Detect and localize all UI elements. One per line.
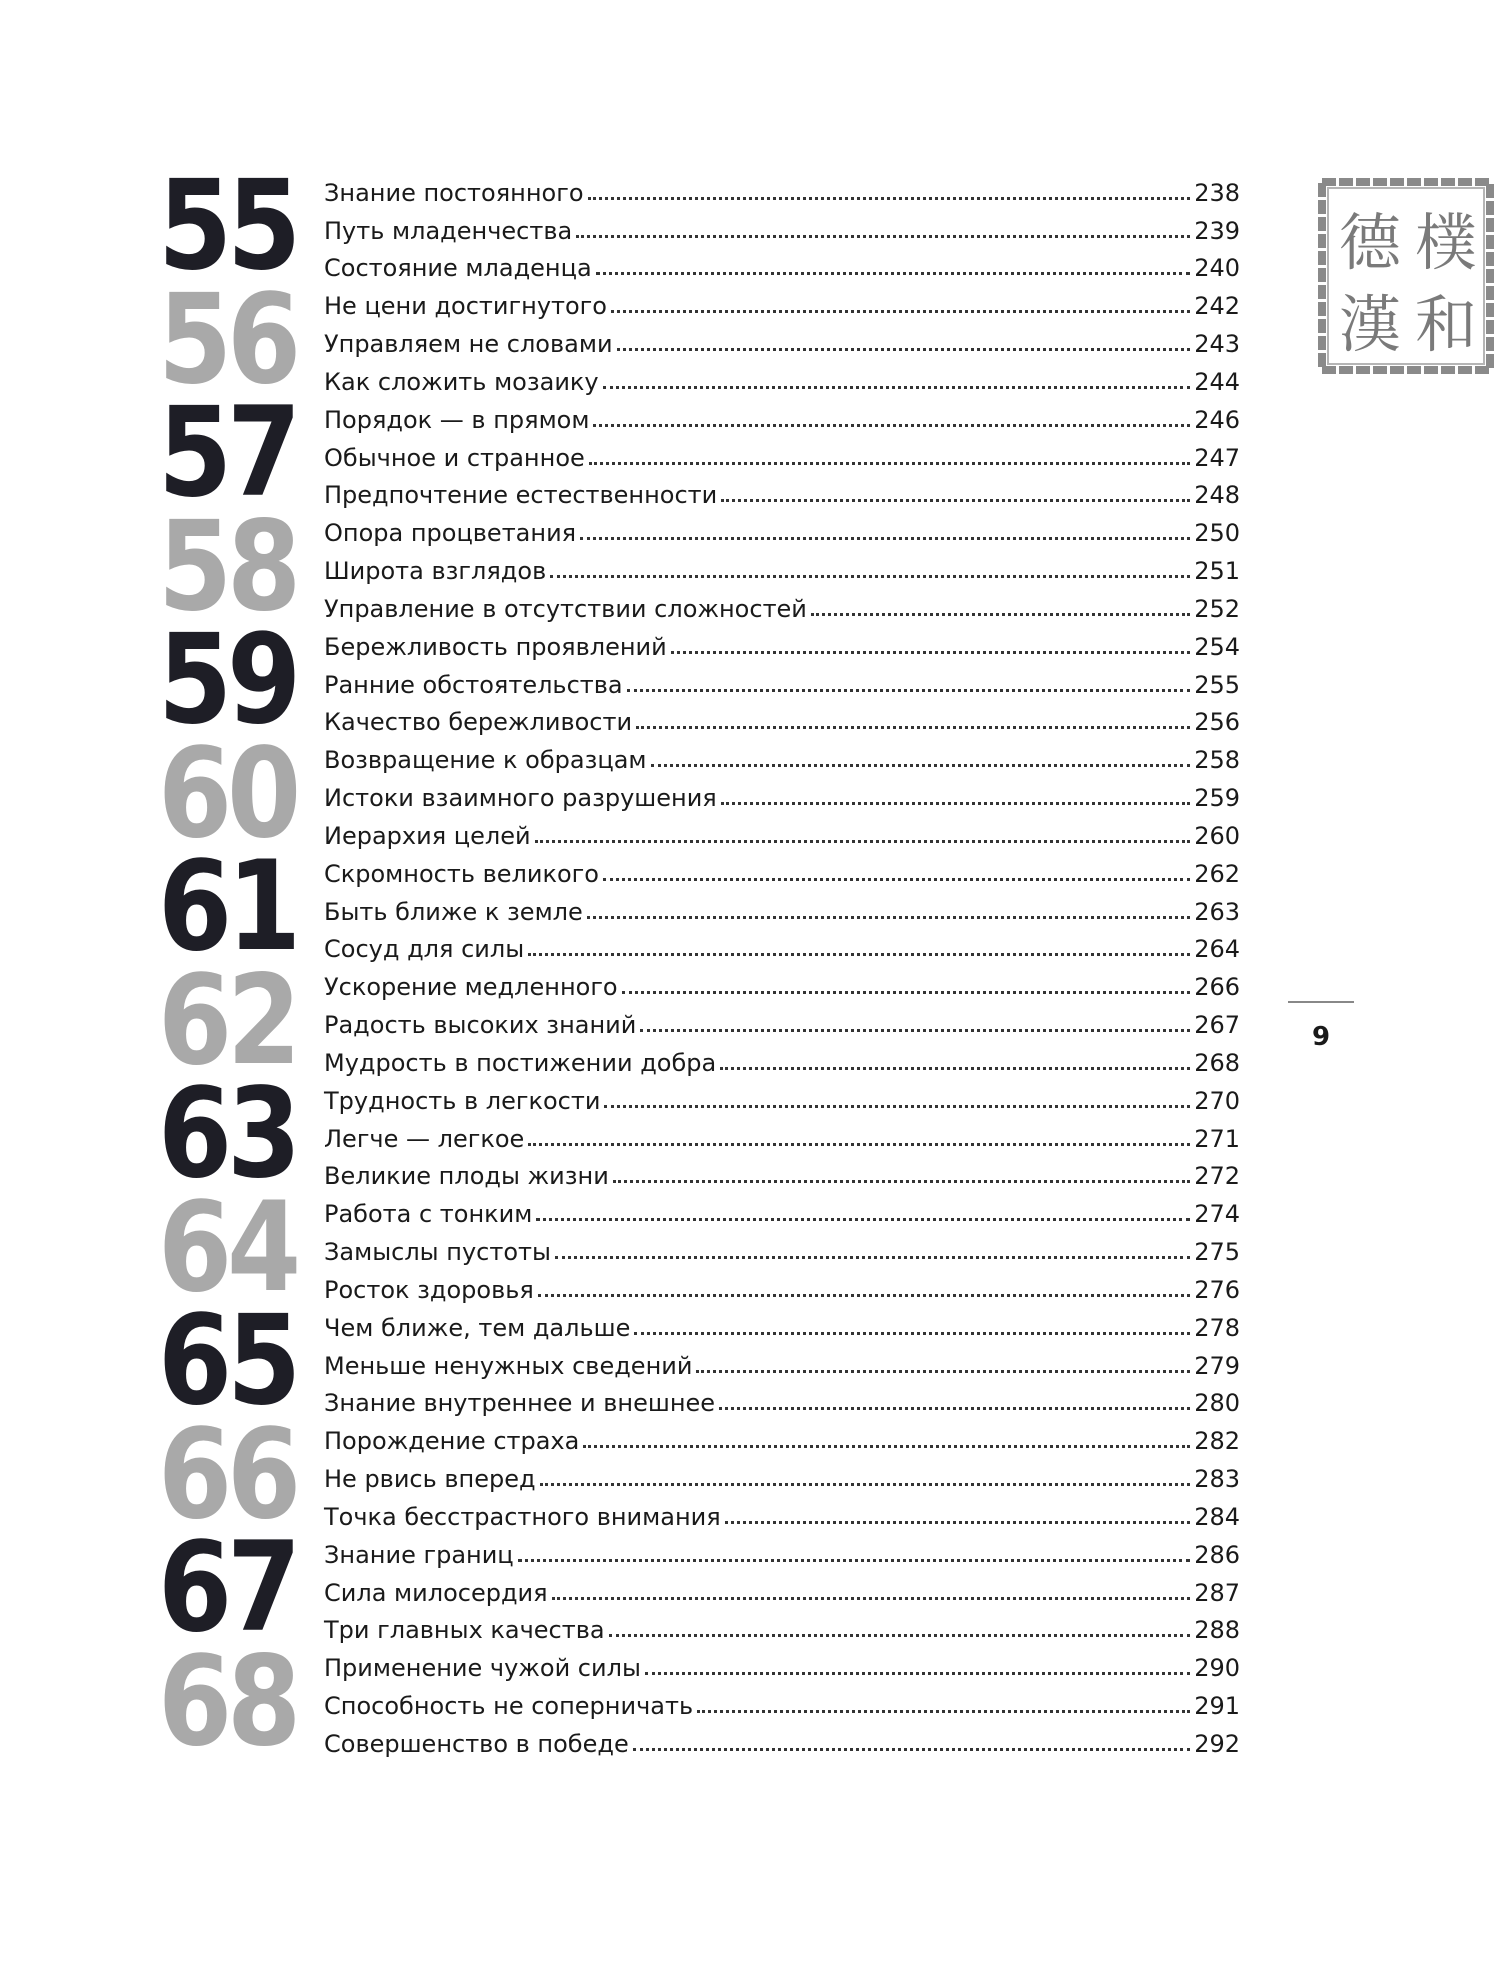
toc-entry-title: Обычное и странное bbox=[324, 443, 585, 472]
dot-leader bbox=[603, 878, 1190, 881]
dot-leader bbox=[609, 1634, 1191, 1637]
toc-entry-page: 282 bbox=[1194, 1427, 1240, 1456]
toc-entry-page: 286 bbox=[1194, 1540, 1240, 1569]
toc-entry[interactable] bbox=[324, 1646, 1240, 1684]
toc-entry-page: 252 bbox=[1194, 594, 1240, 623]
dot-leader bbox=[552, 1597, 1191, 1600]
toc-entry-title: Управляем не словами bbox=[324, 330, 613, 359]
chapter-entries bbox=[324, 1305, 1240, 1418]
toc-entry-page: 255 bbox=[1194, 670, 1240, 699]
toc-entry[interactable] bbox=[324, 1381, 1240, 1419]
toc-entry[interactable] bbox=[324, 1494, 1240, 1532]
dot-leader bbox=[640, 1029, 1190, 1032]
chapter-entries bbox=[324, 1192, 1240, 1305]
toc-entry[interactable] bbox=[324, 1683, 1240, 1721]
toc-entry[interactable] bbox=[324, 813, 1240, 851]
toc-entry-page: 291 bbox=[1194, 1692, 1240, 1721]
toc-entry-title: Трудность в легкости bbox=[324, 1086, 601, 1115]
toc-entry-title: Совершенство в победе bbox=[324, 1729, 629, 1758]
chapter-entries bbox=[324, 624, 1240, 737]
toc-entry[interactable] bbox=[324, 1116, 1240, 1154]
dot-leader bbox=[696, 1370, 1190, 1373]
dot-leader bbox=[593, 424, 1190, 427]
table-of-contents bbox=[158, 154, 1240, 1774]
toc-entry[interactable] bbox=[324, 775, 1240, 813]
chapter-entries bbox=[324, 511, 1240, 624]
toc-entry-page: 250 bbox=[1194, 519, 1240, 548]
toc-entry-title: Бережливость проявлений bbox=[324, 632, 667, 661]
toc-entry[interactable] bbox=[324, 700, 1240, 738]
chapter-entries bbox=[324, 851, 1240, 964]
chapter-number: 64 bbox=[158, 1175, 297, 1320]
toc-entry-title: Замыслы пустоты bbox=[324, 1238, 551, 1267]
toc-entry-title: Знание постоянного bbox=[324, 178, 584, 207]
toc-entry-title: Порождение страха bbox=[324, 1427, 580, 1456]
chapter-number: 57 bbox=[158, 381, 297, 525]
toc-entry-title: Радость высоких знаний bbox=[324, 1011, 637, 1040]
chapter-entries bbox=[324, 1646, 1240, 1759]
chapter-entries bbox=[324, 1419, 1240, 1532]
toc-entry-title: Скромность великого bbox=[324, 859, 599, 888]
toc-entry[interactable] bbox=[324, 927, 1240, 965]
seal-char-4: 漢 bbox=[1338, 288, 1402, 361]
chinese-seal-icon bbox=[1318, 178, 1494, 374]
toc-entry[interactable] bbox=[324, 624, 1240, 662]
toc-entry[interactable] bbox=[324, 1343, 1240, 1381]
toc-entry[interactable] bbox=[324, 586, 1240, 624]
toc-entry-page: 271 bbox=[1194, 1124, 1240, 1153]
chapter-number: 55 bbox=[158, 154, 297, 298]
chapter-entries bbox=[324, 738, 1240, 851]
chapter-entries bbox=[324, 1532, 1240, 1645]
dot-leader bbox=[550, 575, 1190, 578]
toc-entry-page: 246 bbox=[1194, 405, 1240, 434]
toc-entry[interactable] bbox=[324, 662, 1240, 700]
chapter-number: 62 bbox=[158, 948, 297, 1093]
toc-entry-title: Знание границ bbox=[324, 1540, 514, 1569]
toc-entry-title: Способность не соперничать bbox=[324, 1692, 694, 1721]
chapter-number: 68 bbox=[158, 1629, 297, 1774]
dot-leader bbox=[725, 1521, 1191, 1524]
toc-entry-page: 244 bbox=[1194, 367, 1240, 396]
toc-entry-title: Опора процветания bbox=[324, 519, 577, 548]
toc-entry[interactable] bbox=[324, 738, 1240, 776]
toc-entry-page: 238 bbox=[1194, 178, 1240, 207]
toc-entry-page: 264 bbox=[1194, 935, 1240, 964]
chapter-group bbox=[158, 154, 1240, 298]
chapter-entries bbox=[324, 397, 1240, 510]
toc-entry-page: 258 bbox=[1194, 746, 1240, 775]
dot-leader bbox=[622, 991, 1191, 994]
toc-entry-title: Управление в отсутствии сложностей bbox=[324, 594, 807, 623]
toc-entry-title: Мудрость в постижении добра bbox=[324, 1048, 717, 1077]
toc-entry[interactable] bbox=[324, 1078, 1240, 1116]
dot-leader bbox=[611, 310, 1190, 313]
toc-entry-page: 256 bbox=[1194, 708, 1240, 737]
toc-entry[interactable] bbox=[324, 1570, 1240, 1608]
toc-entry-title: Качество бережливости bbox=[324, 708, 633, 737]
dot-leader bbox=[580, 537, 1190, 540]
chapter-number: 65 bbox=[158, 1289, 297, 1433]
chapter-entries bbox=[324, 1078, 1240, 1191]
dot-leader bbox=[528, 953, 1190, 956]
toc-entry-title: Чем ближе, тем дальше bbox=[324, 1313, 631, 1342]
toc-entry-page: 240 bbox=[1194, 254, 1240, 283]
toc-entry-title: Путь младенчества bbox=[324, 216, 573, 245]
dot-leader bbox=[518, 1559, 1191, 1562]
toc-entry[interactable] bbox=[324, 889, 1240, 927]
dot-leader bbox=[617, 348, 1191, 351]
dot-leader bbox=[535, 840, 1191, 843]
dot-leader bbox=[576, 235, 1190, 238]
toc-entry[interactable] bbox=[324, 548, 1240, 586]
toc-entry[interactable] bbox=[324, 1267, 1240, 1305]
toc-entry-title: Предпочтение естественности bbox=[324, 481, 718, 510]
toc-entry[interactable] bbox=[324, 284, 1240, 322]
dot-leader bbox=[697, 1710, 1190, 1713]
dot-leader bbox=[587, 916, 1190, 919]
toc-entry-title: Применение чужой силы bbox=[324, 1654, 641, 1683]
toc-entry-title: Возвращение к образцам bbox=[324, 746, 647, 775]
chapter-number: 60 bbox=[158, 721, 297, 866]
toc-entry[interactable] bbox=[324, 1002, 1240, 1040]
toc-entry-title: Ранние обстоятельства bbox=[324, 670, 623, 699]
chapter-entries bbox=[324, 284, 1240, 397]
toc-entry[interactable] bbox=[324, 359, 1240, 397]
toc-entry-title: Ускорение медленного bbox=[324, 973, 618, 1002]
toc-entry-page: 284 bbox=[1194, 1502, 1240, 1531]
toc-entry-page: 242 bbox=[1194, 292, 1240, 321]
dot-leader bbox=[604, 1105, 1190, 1108]
toc-entry-title: Иерархия целей bbox=[324, 821, 531, 850]
toc-entry-page: 292 bbox=[1194, 1729, 1240, 1758]
seal-char-1: 樸 bbox=[1414, 206, 1478, 279]
dot-leader bbox=[720, 1067, 1190, 1070]
dot-leader bbox=[555, 1256, 1190, 1259]
chapter-number: 63 bbox=[158, 1062, 297, 1206]
dot-leader bbox=[719, 1407, 1190, 1410]
toc-entry-title: Знание внутреннее и внешнее bbox=[324, 1389, 716, 1418]
toc-entry-page: 248 bbox=[1194, 481, 1240, 510]
dot-leader bbox=[721, 802, 1190, 805]
toc-entry[interactable] bbox=[324, 1608, 1240, 1646]
toc-entry[interactable] bbox=[324, 1154, 1240, 1192]
toc-entry-title: Не рвись вперед bbox=[324, 1465, 536, 1494]
dot-leader bbox=[645, 1672, 1190, 1675]
dot-leader bbox=[613, 1180, 1190, 1183]
toc-entry-page: 280 bbox=[1194, 1389, 1240, 1418]
toc-entry[interactable] bbox=[324, 321, 1240, 359]
toc-entry[interactable] bbox=[324, 1721, 1240, 1759]
toc-entry-page: 274 bbox=[1194, 1200, 1240, 1229]
toc-entry[interactable] bbox=[324, 1192, 1240, 1230]
dot-leader bbox=[627, 689, 1191, 692]
toc-entry-page: 275 bbox=[1194, 1238, 1240, 1267]
toc-entry-page: 247 bbox=[1194, 443, 1240, 472]
toc-entry-title: Широта взглядов bbox=[324, 557, 547, 586]
seal-char-3: 德 bbox=[1338, 206, 1402, 279]
toc-entry-page: 268 bbox=[1194, 1048, 1240, 1077]
toc-entry-page: 263 bbox=[1194, 897, 1240, 926]
dot-leader bbox=[636, 726, 1190, 729]
page-number-rule bbox=[1288, 1001, 1354, 1003]
dot-leader bbox=[538, 1294, 1190, 1297]
toc-entry[interactable] bbox=[324, 435, 1240, 473]
toc-entry[interactable] bbox=[324, 208, 1240, 246]
toc-entry[interactable] bbox=[324, 851, 1240, 889]
toc-entry-page: 290 bbox=[1194, 1654, 1240, 1683]
dot-leader bbox=[721, 499, 1190, 502]
toc-entry-page: 279 bbox=[1194, 1351, 1240, 1380]
chapter-entries bbox=[324, 170, 1240, 283]
page-number: 9 bbox=[1311, 1022, 1331, 1052]
dot-leader bbox=[651, 764, 1191, 767]
dot-leader bbox=[536, 1218, 1190, 1221]
toc-entry[interactable] bbox=[324, 1040, 1240, 1078]
toc-entry-page: 251 bbox=[1194, 557, 1240, 586]
toc-entry-page: 287 bbox=[1194, 1578, 1240, 1607]
chapter-number: 56 bbox=[158, 267, 297, 412]
dot-leader bbox=[589, 462, 1190, 465]
toc-entry-page: 262 bbox=[1194, 859, 1240, 888]
toc-entry[interactable] bbox=[324, 1229, 1240, 1267]
toc-entry-title: Великие плоды жизни bbox=[324, 1162, 609, 1191]
toc-entry-page: 260 bbox=[1194, 821, 1240, 850]
dot-leader bbox=[634, 1332, 1190, 1335]
dot-leader bbox=[811, 613, 1190, 616]
toc-entry-title: Три главных качества bbox=[324, 1616, 605, 1645]
toc-entry-page: 272 bbox=[1194, 1162, 1240, 1191]
seal-char-2: 和 bbox=[1414, 288, 1478, 361]
dot-leader bbox=[596, 272, 1191, 275]
dot-leader bbox=[671, 651, 1190, 654]
toc-entry-title: Меньше ненужных сведений bbox=[324, 1351, 693, 1380]
dot-leader bbox=[603, 386, 1191, 389]
chapter-number: 61 bbox=[158, 835, 297, 979]
toc-entry-page: 267 bbox=[1194, 1011, 1240, 1040]
toc-entry-page: 239 bbox=[1194, 216, 1240, 245]
toc-entry[interactable] bbox=[324, 1456, 1240, 1494]
toc-entry-title: Состояние младенца bbox=[324, 254, 592, 283]
toc-entry-title: Как сложить мозаику bbox=[324, 367, 599, 396]
toc-entry-title: Работа с тонким bbox=[324, 1200, 533, 1229]
toc-entry-title: Сила милосердия bbox=[324, 1578, 548, 1607]
dot-leader bbox=[588, 197, 1191, 200]
toc-entry-title: Быть ближе к земле bbox=[324, 897, 583, 926]
toc-entry-title: Порядок — в прямом bbox=[324, 405, 590, 434]
toc-entry-page: 278 bbox=[1194, 1313, 1240, 1342]
toc-entry-page: 276 bbox=[1194, 1275, 1240, 1304]
toc-entry-page: 243 bbox=[1194, 330, 1240, 359]
toc-entry-title: Легче — легкое bbox=[324, 1124, 525, 1153]
toc-entry-title: Росток здоровья bbox=[324, 1275, 534, 1304]
toc-entry-title: Точка бесстрастного внимания bbox=[324, 1502, 721, 1531]
chapter-number: 59 bbox=[158, 608, 297, 752]
toc-entry[interactable] bbox=[324, 1305, 1240, 1343]
toc-entry[interactable] bbox=[324, 170, 1240, 208]
toc-entry[interactable] bbox=[324, 1532, 1240, 1570]
toc-entry-page: 259 bbox=[1194, 784, 1240, 813]
toc-entry-page: 270 bbox=[1194, 1086, 1240, 1115]
toc-entry[interactable] bbox=[324, 511, 1240, 549]
toc-entry-page: 254 bbox=[1194, 632, 1240, 661]
toc-entry-title: Не цени достигнутого bbox=[324, 292, 607, 321]
toc-entry-title: Истоки взаимного разрушения bbox=[324, 784, 717, 813]
toc-entry-title: Сосуд для силы bbox=[324, 935, 525, 964]
chapter-number: 67 bbox=[158, 1516, 297, 1660]
dot-leader bbox=[528, 1143, 1190, 1146]
chapter-number: 58 bbox=[158, 494, 297, 639]
toc-entry[interactable] bbox=[324, 1419, 1240, 1457]
toc-entry-page: 266 bbox=[1194, 973, 1240, 1002]
toc-entry[interactable] bbox=[324, 397, 1240, 435]
toc-entry-page: 283 bbox=[1194, 1465, 1240, 1494]
dot-leader bbox=[583, 1445, 1190, 1448]
toc-entry[interactable] bbox=[324, 246, 1240, 284]
chapter-number: 66 bbox=[158, 1402, 297, 1547]
dot-leader bbox=[633, 1748, 1190, 1751]
toc-entry-page: 288 bbox=[1194, 1616, 1240, 1645]
dot-leader bbox=[540, 1483, 1191, 1486]
toc-entry[interactable] bbox=[324, 473, 1240, 511]
toc-entry[interactable] bbox=[324, 965, 1240, 1003]
chapter-entries bbox=[324, 965, 1240, 1078]
